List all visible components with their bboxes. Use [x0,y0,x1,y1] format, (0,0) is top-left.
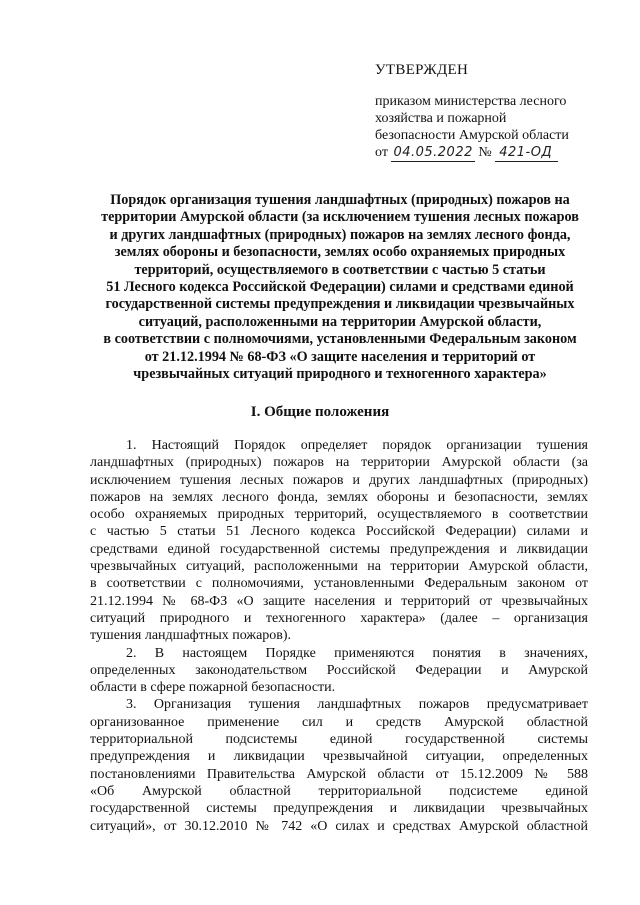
paragraph-line: постановлениями Правительства Амурской области от 15.12.2009 № 588 [90,766,588,782]
paragraph-line: 3. Организация тушения ландшафтных пожаров предусматривает [126,697,588,713]
paragraph-line: ландшафтных (природных) пожаров на территории Амурской области (за [90,455,588,471]
handwritten-number: 421-ОД [495,144,558,162]
title-line: Порядок организация тушения ландшафтных (природных) пожаров на [110,192,570,208]
title-line: землях обороны и безопасности, землях особо охраняемых природных [114,244,566,261]
paragraph-line: ситуаций природного и техногенного характера» (далее – организация [90,610,588,626]
paragraph-line: исключением тушения лесных пожаров и других ландшафтных (природных) [90,472,588,488]
body-text [90,437,588,835]
title-line: территорий, осуществляемого в соответствии с частью 5 статьи [134,261,546,278]
title-line: территории Амурской области (за исключением тушения лесных пожаров [101,209,579,226]
paragraph-line: 2. В настоящем Порядке применяются понятия в значениях, [126,645,588,661]
paragraph-line: пожаров на землях лесного фонда, землях обороны и безопасности, землях [90,489,588,505]
paragraph-line: в соответствии с полномочиями, установленными Федеральным законом от [90,576,588,592]
paragraph-line: области в сфере пожарной безопасности. [90,680,336,696]
approved-label: УТВЕРЖДЕН [375,62,469,78]
document-title [70,192,610,383]
order-date-line [375,144,615,162]
order-line: хозяйства и пожарной [375,111,507,126]
paragraph-line: тушения ландшафтных пожаров). [90,628,292,644]
paragraph-line: 21.12.1994 № 68-ФЗ «О защите населения и территорий от чрезвычайных [90,593,588,609]
paragraph [90,437,588,645]
paragraph-line: предупреждения и ликвидации чрезвычайной ситуации, определенных [90,749,588,765]
paragraph-line: определенных законодательством Российской Федерации и Амурской [90,662,588,678]
handwritten-date: 04.05.2022 [393,145,473,160]
paragraph-line: территориальной подсистемы единой государственной системы [90,732,588,748]
order-reference [375,93,615,162]
paragraph-line: ситуаций», от 30.12.2010 № 742 «О силах и средствах Амурской областной [90,818,588,834]
order-line: безопасности Амурской области [375,128,569,143]
title-line: в соответствии с полномочиями, установленными Федеральным законом [103,331,577,348]
paragraph-line: 1. Настоящий Порядок определяет порядок организации тушения [126,438,588,453]
paragraph [90,696,588,834]
title-line: 51 Лесного кодекса Российской Федерации) силами и средствами единой [106,279,574,296]
paragraph-line: особо охраняемых природных территорий, осуществляемого в соответствии [90,507,588,523]
title-line: ситуаций, расположенными на территории Амурской области, [138,313,542,330]
title-line: государственной системы предупреждения и ликвидации чрезвычайных [105,296,575,313]
paragraph-line: чрезвычайных ситуаций, расположенными на территории Амурской области, [90,559,588,575]
paragraph-line: с частью 5 статьи 51 Лесного кодекса Российской Федерации) силами и [90,524,588,540]
section-title: I. Общие положения [250,404,390,420]
title-line: и других ландшафтных (природных) пожаров на землях лесного фонда, [109,226,571,243]
order-line: приказом министерства лесного [375,94,567,109]
date-prefix: от [375,145,388,160]
title-line: от 21.12.1994 № 68-ФЗ «О защите населения и территорий от [144,348,536,365]
number-prefix: № [478,145,492,160]
paragraph-line: государственной системы предупреждения и ликвидации чрезвычайных [90,801,588,817]
paragraph [90,645,588,697]
paragraph-line: средствами единой государственной системы предупреждения и ликвидации [90,541,588,557]
title-line: чрезвычайных ситуаций природного и техногенного характера» [133,366,547,383]
paragraph-line: организованное применение сил и средств Амурской областной [90,714,588,730]
paragraph-line: «Об Амурской областной территориальной подсистеме единой [90,783,588,799]
